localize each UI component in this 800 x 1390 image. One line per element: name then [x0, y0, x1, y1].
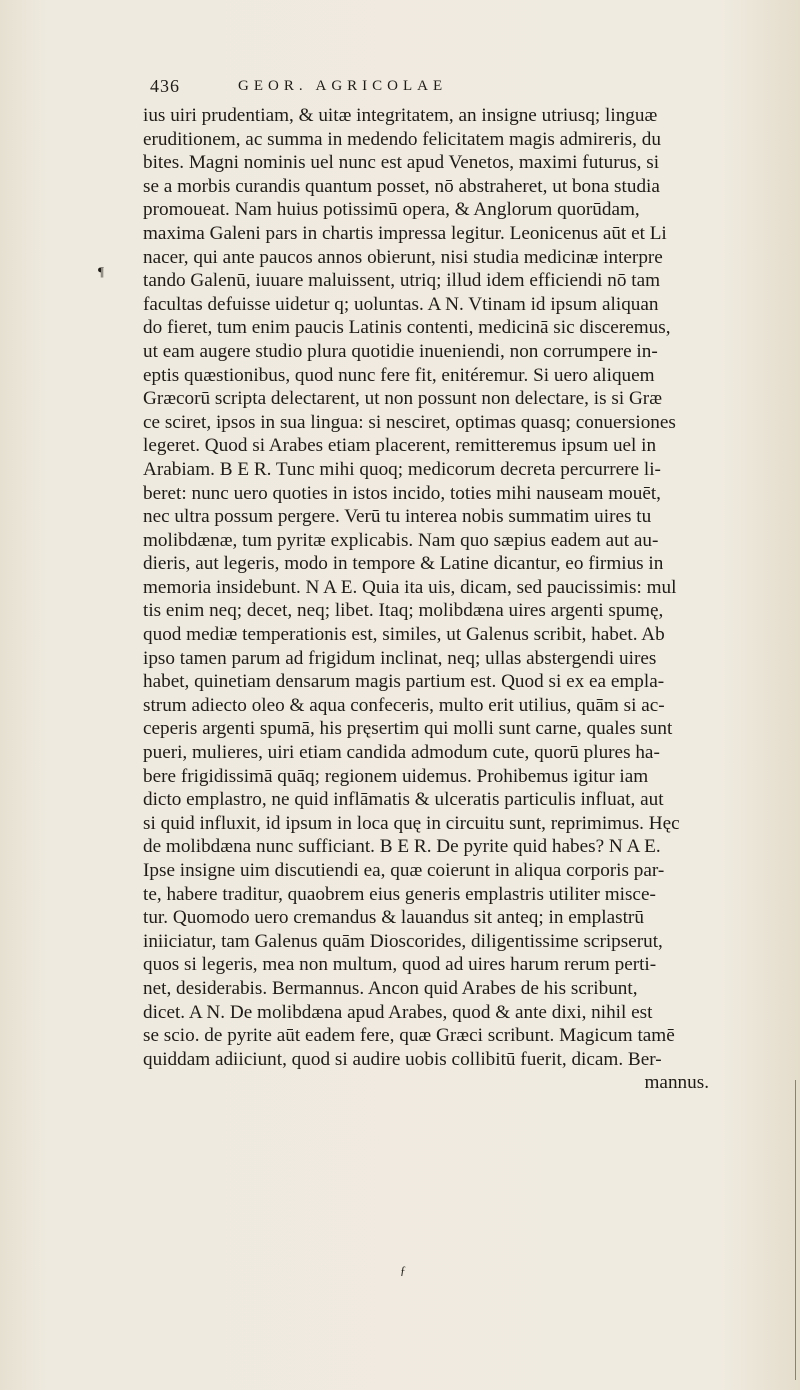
text-line: tis enim neq; decet, neq; libet. Itaq; molibdæna uires argenti spumę,	[143, 600, 664, 622]
text-line: mannus.	[644, 1072, 709, 1094]
text-line: do fieret, tum enim paucis Latinis contenti, medicinā sic disceremus,	[143, 317, 671, 339]
text-line: se scio. de pyrite aūt eadem fere, quæ Græci scribunt. Magicum tamē	[143, 1025, 675, 1047]
text-line: memoria insidebunt. N A E. Quia ita uis, dicam, sed paucissimis: mul	[143, 576, 677, 598]
page-edge-line	[795, 1080, 796, 1380]
text-line: ceperis argenti spumā, his pręsertim qui molli sunt carne, quales sunt	[143, 718, 673, 740]
footer-mark: ƒ	[400, 1263, 406, 1277]
text-line: ius uiri prudentiam, & uitæ integritatem, an insigne utriusq; linguæ	[143, 105, 658, 126]
text-line: ce sciret, ipsos in sua lingua: si nesciret, optimas quasq; conuersiones	[143, 411, 676, 433]
text-line: quod mediæ temperationis est, similes, ut Galenus scribit, habet. Ab	[143, 624, 665, 646]
text-line: te, habere traditur, quaobrem eius generis emplastris utiliter misce-	[143, 883, 656, 905]
text-line: Ipse insigne uim discutiendi ea, quæ coierunt in aliqua corporis par-	[143, 860, 665, 881]
text-line: tando Galenū, iuuare maluissent, utriq; illud idem efficiendi nō tam	[143, 270, 661, 292]
text-line: pueri, mulieres, uiri etiam candida admodum cute, quorū plures ha-	[143, 742, 660, 764]
text-line: quiddam adiiciunt, quod si audire uobis collibitū fuerit, dicam. Ber-	[143, 1048, 662, 1070]
margin-mark: ¶	[98, 264, 104, 279]
text-line: facultas defuisse uidetur q; uoluntas. A N. Vtinam id ipsum aliquan	[143, 293, 659, 315]
text-line: eptis quæstionibus, quod nunc fere fit, enitéremur. Si uero aliquem	[143, 364, 655, 386]
page-number: 436	[150, 76, 180, 96]
text-line: iniiciatur, tam Galenus quām Dioscorides, diligentissime scripserut,	[143, 930, 663, 952]
text-line: dieris, aut legeris, modo in tempore & Latine dicantur, eo firmius in	[143, 553, 664, 575]
text-line: promoueat. Nam huius potissimū opera, & Anglorum quorūdam,	[143, 199, 640, 221]
text-line: ipso tamen parum ad frigidum inclinat, neq; ullas abstergendi uires	[143, 647, 657, 669]
text-line: nec ultra possum pergere. Verū tu interea nobis summatim uires tu	[143, 506, 652, 528]
text-line: ut eam augere studio plura quotidie inueniendi, non corrumpere in-	[143, 340, 658, 362]
page-header	[150, 76, 710, 106]
text-line: molibdænæ, tum pyritæ explicabis. Nam quo sæpius eadem aut au-	[143, 529, 659, 551]
running-head: GEOR. AGRICOLAE	[238, 78, 448, 94]
text-line: legeret. Quod si Arabes etiam placerent, remitteremus ipsum uel in	[143, 435, 657, 457]
text-line: net, desiderabis. Bermannus. Ancon quid Arabes de his scribunt,	[143, 977, 638, 999]
text-line: tur. Quomodo uero cremandus & lauandus sit anteq; in emplastrū	[143, 907, 644, 929]
body-text	[143, 104, 723, 1095]
text-line: dicto emplastro, ne quid inflāmatis & ulceratis particulis influat, aut	[143, 789, 664, 811]
text-line: si quid influxit, id ipsum in loca quę in circuitu sunt, reprimimus. Hęc	[143, 812, 680, 834]
text-line: maxima Galeni pars in chartis impressa legitur. Leonicenus aūt et Li	[143, 222, 667, 244]
text-line: beret: nunc uero quoties in istos incido, toties mihi nauseam mouēt,	[143, 482, 661, 504]
text-line: bites. Magni nominis uel nunc est apud Venetos, maximi futurus, si	[143, 152, 660, 174]
text-line: habet, quinetiam densarum magis partium est. Quod si ex ea empla-	[143, 671, 665, 693]
text-line: bere frigidissimā quāq; regionem uidemus. Prohibemus igitur iam	[143, 765, 649, 787]
text-line: quos si legeris, mea non multum, quod ad uires harum rerum perti-	[143, 954, 657, 976]
text-line: eruditionem, ac summa in medendo felicitatem magis admireris, du	[143, 128, 661, 150]
text-line: Arabiam. B E R. Tunc mihi quoq; medicorum decreta percurrere li-	[143, 458, 661, 480]
text-line: de molibdæna nunc sufficiant. B E R. De pyrite quid habes? N A E.	[143, 836, 661, 858]
text-line: dicet. A N. De molibdæna apud Arabes, quod & ante dixi, nihil est	[143, 1001, 653, 1023]
text-line: strum adiecto oleo & aqua confeceris, multo erit utilius, quām si ac-	[143, 694, 665, 716]
text-line: Græcorū scripta delectarent, ut non possunt non delectare, is si Græ	[143, 388, 662, 410]
text-line: nacer, qui ante paucos annos obierunt, nisi studia medicinæ interpre	[143, 246, 663, 268]
text-line: se a morbis curandis quantum posset, nō abstraheret, ut bona studia	[143, 175, 660, 197]
